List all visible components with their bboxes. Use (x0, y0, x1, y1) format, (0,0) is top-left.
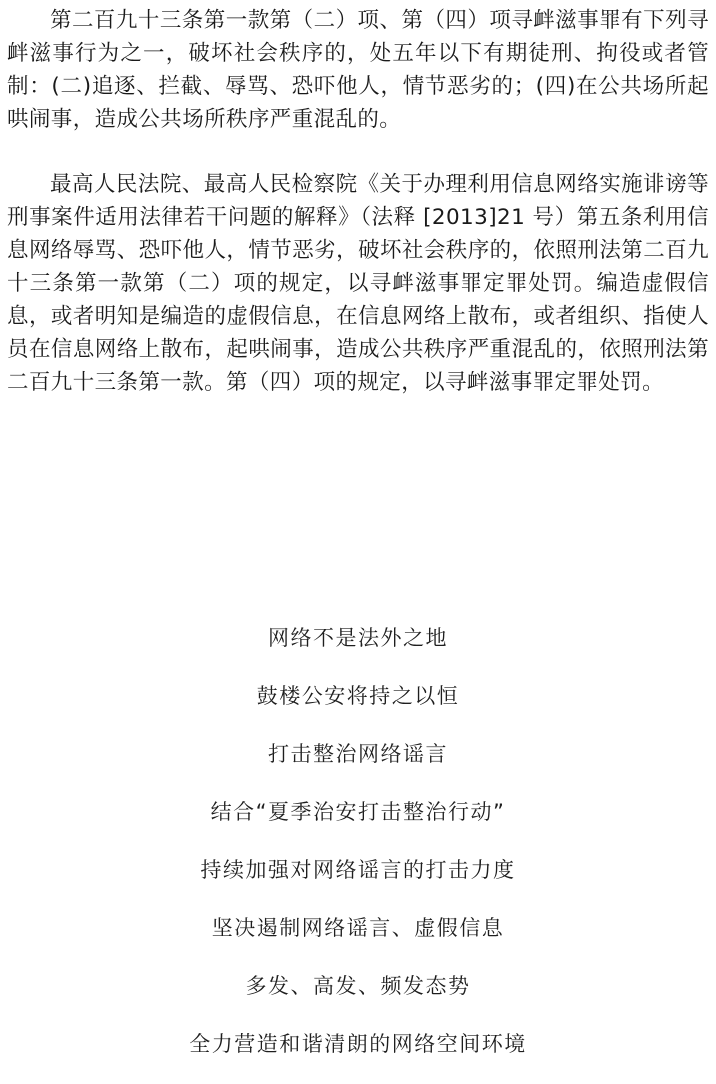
slogan-line: 网络不是法外之地 (268, 626, 448, 650)
slogan-line: 多发、高发、频发态势 (245, 974, 471, 998)
law-article-paragraph: 第二百九十三条第一款第（二）项、第（四）项寻衅滋事罪有下列寻衅滋事行为之一，破坏社会秩序的，处五年以下有期徒刑、拘役或者管制：(二)追逐、拦截、辱骂、恐吓他人，情节恶劣的；(四)在公共场所起哄闹事，造成公共场所秩序严重混乱的。 (7, 8, 709, 132)
slogan-line: 鼓楼公安将持之以恒 (256, 684, 460, 708)
slogan-line: 全力营造和谐清朗的网络空间环境 (189, 1032, 527, 1056)
slogan-line: 打击整治网络谣言 (268, 742, 448, 766)
slogan-list (0, 620, 716, 1084)
slogan-line: 结合“夏季治安打击整治行动” (210, 800, 506, 824)
slogan-line: 持续加强对网络谣言的打击力度 (200, 858, 516, 882)
judicial-interpretation-paragraph: 最高人民法院、最高人民检察院《关于办理利用信息网络实施诽谤等刑事案件适用法律若干问题的解释》（法释 [2013]21 号）第五条利用信息网络辱骂、恐吓他人，情节恶劣，破坏社会秩序的，依照刑法第二百九十三条第一款第（二）项的规定，以寻衅滋事罪定罪处罚。编造虚假信息，或者明知是编造的虚假信息，在信息网络上散布，或者组织、指使人员在信息网络上散布，起哄闹事，造成公共秩序严重混乱的，依照刑法第二百九十三条第一款。第（四）项的规定，以寻衅滋事罪定罪处罚。 (7, 172, 709, 395)
slogan-line: 坚决遏制网络谣言、虚假信息 (211, 916, 505, 940)
